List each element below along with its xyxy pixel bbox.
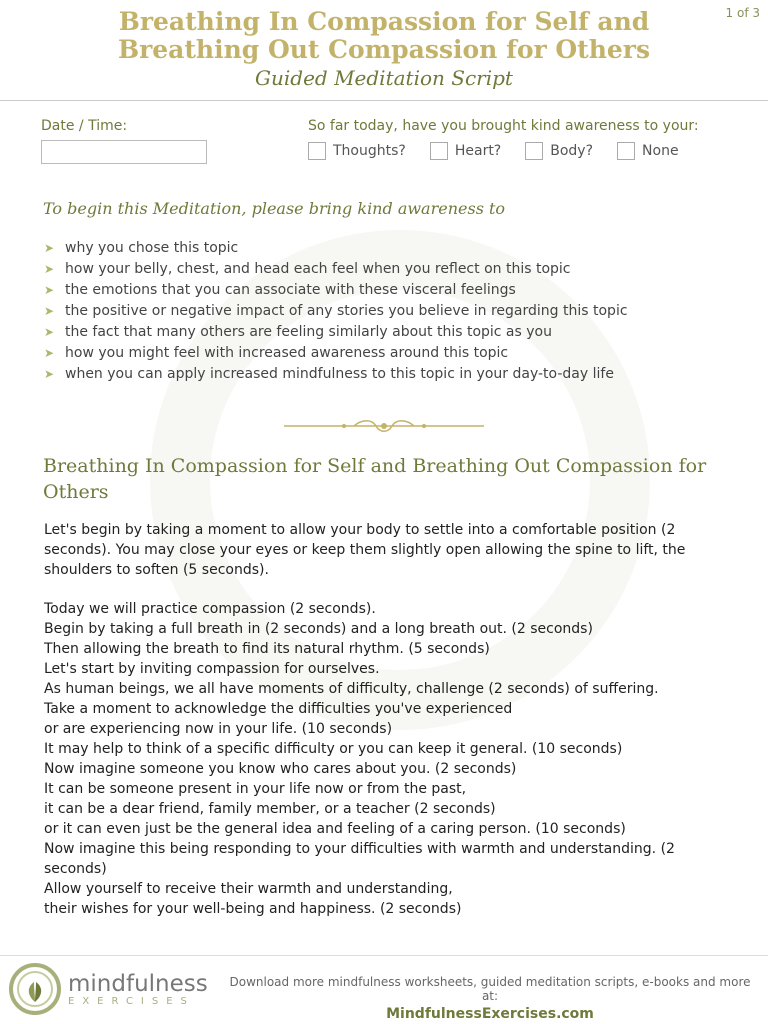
- body-line: their wishes for your well-being and happiness. (2 seconds): [44, 901, 462, 917]
- script-heading-line2: Others: [43, 481, 109, 503]
- list-item: [44, 301, 628, 322]
- script-heading-line1: Breathing In Compassion for Self and Breathing Out Compassion for: [43, 455, 707, 477]
- checkbox-none-label: None: [642, 143, 679, 159]
- checkbox-body[interactable]: [525, 142, 593, 160]
- body-line: it can be a dear friend, family member, or a teacher (2 seconds): [44, 801, 496, 817]
- intro-heading: To begin this Meditation, please bring kind awareness to: [43, 199, 506, 218]
- body-line: seconds). You may close your eyes or keep them slightly open allowing the spine to lift, the: [44, 542, 686, 558]
- list-item-text: how your belly, chest, and head each feel when you reflect on this topic: [65, 261, 571, 277]
- body-line: or are experiencing now in your life. (10 seconds): [44, 721, 393, 737]
- body-line: Take a moment to acknowledge the difficulties you've experienced: [44, 701, 513, 717]
- footer-promo: [220, 975, 760, 1022]
- arrow-bullet-icon: ➤: [44, 325, 55, 339]
- body-line: Today we will practice compassion (2 seconds).: [44, 601, 376, 617]
- arrow-bullet-icon: ➤: [44, 304, 55, 318]
- page-header: [0, 0, 768, 90]
- list-item: [44, 259, 628, 280]
- body-line: Then allowing the breath to find its natural rhythm. (5 seconds): [44, 641, 490, 657]
- footer-website-link[interactable]: MindfulnessExercises.com: [386, 1006, 594, 1022]
- list-item: [44, 364, 628, 385]
- checkbox-thoughts[interactable]: [308, 142, 406, 160]
- list-item: [44, 280, 628, 301]
- date-time-label: Date / Time:: [41, 118, 128, 134]
- page-subtitle: Guided Meditation Script: [255, 66, 513, 90]
- awareness-checkbox-group: [308, 142, 703, 160]
- body-line: As human beings, we all have moments of difficulty, challenge (2 seconds) of suffering.: [44, 681, 659, 697]
- body-line: or it can even just be the general idea and feeling of a caring person. (10 seconds): [44, 821, 626, 837]
- page-title-line1: Breathing In Compassion for Self and: [118, 7, 650, 36]
- arrow-bullet-icon: ➤: [44, 283, 55, 297]
- list-item-text: why you chose this topic: [65, 240, 239, 256]
- checkbox-none-box[interactable]: [617, 142, 635, 160]
- body-line: It may help to think of a specific difficulty or you can keep it general. (10 seconds): [44, 741, 623, 757]
- script-section-heading: [43, 453, 733, 505]
- logo-wordmark: [68, 972, 208, 1007]
- list-item-text: when you can apply increased mindfulness to this topic in your day-to-day life: [65, 366, 614, 382]
- leaf-circle-icon: [8, 962, 62, 1016]
- list-item-text: the fact that many others are feeling similarly about this topic as you: [65, 324, 552, 340]
- arrow-bullet-icon: ➤: [44, 346, 55, 360]
- footer-description: Download more mindfulness worksheets, guided meditation scripts, e-books and more at:: [229, 975, 751, 1003]
- list-item-text: the emotions that you can associate with these visceral feelings: [65, 282, 516, 298]
- body-line: Allow yourself to receive their warmth and understanding,: [44, 881, 453, 897]
- list-item: [44, 322, 628, 343]
- checkbox-heart-label: Heart?: [454, 143, 502, 159]
- page-number: 1 of 3: [725, 6, 760, 20]
- body-line: It can be someone present in your life now or from the past,: [44, 781, 467, 797]
- list-item-text: the positive or negative impact of any stories you believe in regarding this topic: [65, 303, 628, 319]
- ornamental-divider-icon: [284, 418, 484, 434]
- logo-sub-text: EXERCISES: [68, 995, 195, 1007]
- checkbox-body-label: Body?: [550, 143, 594, 159]
- checkbox-heart[interactable]: [430, 142, 501, 160]
- header-divider: [0, 100, 768, 101]
- body-line: seconds): [44, 861, 107, 877]
- logo-main-text: mindfulness: [68, 970, 208, 997]
- list-item-text: how you might feel with increased awareness around this topic: [65, 345, 509, 361]
- list-item: [44, 343, 628, 364]
- footer-divider: [0, 955, 768, 956]
- script-body: [44, 520, 724, 919]
- checkbox-heart-box[interactable]: [430, 142, 448, 160]
- arrow-bullet-icon: ➤: [44, 262, 55, 276]
- body-line: Begin by taking a full breath in (2 seconds) and a long breath out. (2 seconds): [44, 621, 593, 637]
- list-item: [44, 238, 628, 259]
- checkbox-body-box[interactable]: [525, 142, 543, 160]
- checkbox-thoughts-label: Thoughts?: [333, 143, 406, 159]
- body-line: Now imagine this being responding to your difficulties with warmth and understanding. (2: [44, 841, 675, 857]
- intro-bullet-list: [44, 238, 628, 385]
- checkbox-thoughts-box[interactable]: [308, 142, 326, 160]
- body-line: Let's start by inviting compassion for ourselves.: [44, 661, 380, 677]
- date-time-input[interactable]: [41, 140, 207, 164]
- arrow-bullet-icon: ➤: [44, 241, 55, 255]
- checkbox-none[interactable]: [617, 142, 679, 160]
- page-title-line2: Breathing Out Compassion for Others: [117, 35, 651, 64]
- body-line: Let's begin by taking a moment to allow your body to settle into a comfortable position (2: [44, 522, 676, 538]
- site-logo[interactable]: [8, 962, 208, 1016]
- arrow-bullet-icon: ➤: [44, 367, 55, 381]
- body-line: shoulders to soften (5 seconds).: [44, 562, 269, 578]
- body-line: Now imagine someone you know who cares about you. (2 seconds): [44, 761, 517, 777]
- awareness-question: So far today, have you brought kind awareness to your:: [308, 118, 699, 134]
